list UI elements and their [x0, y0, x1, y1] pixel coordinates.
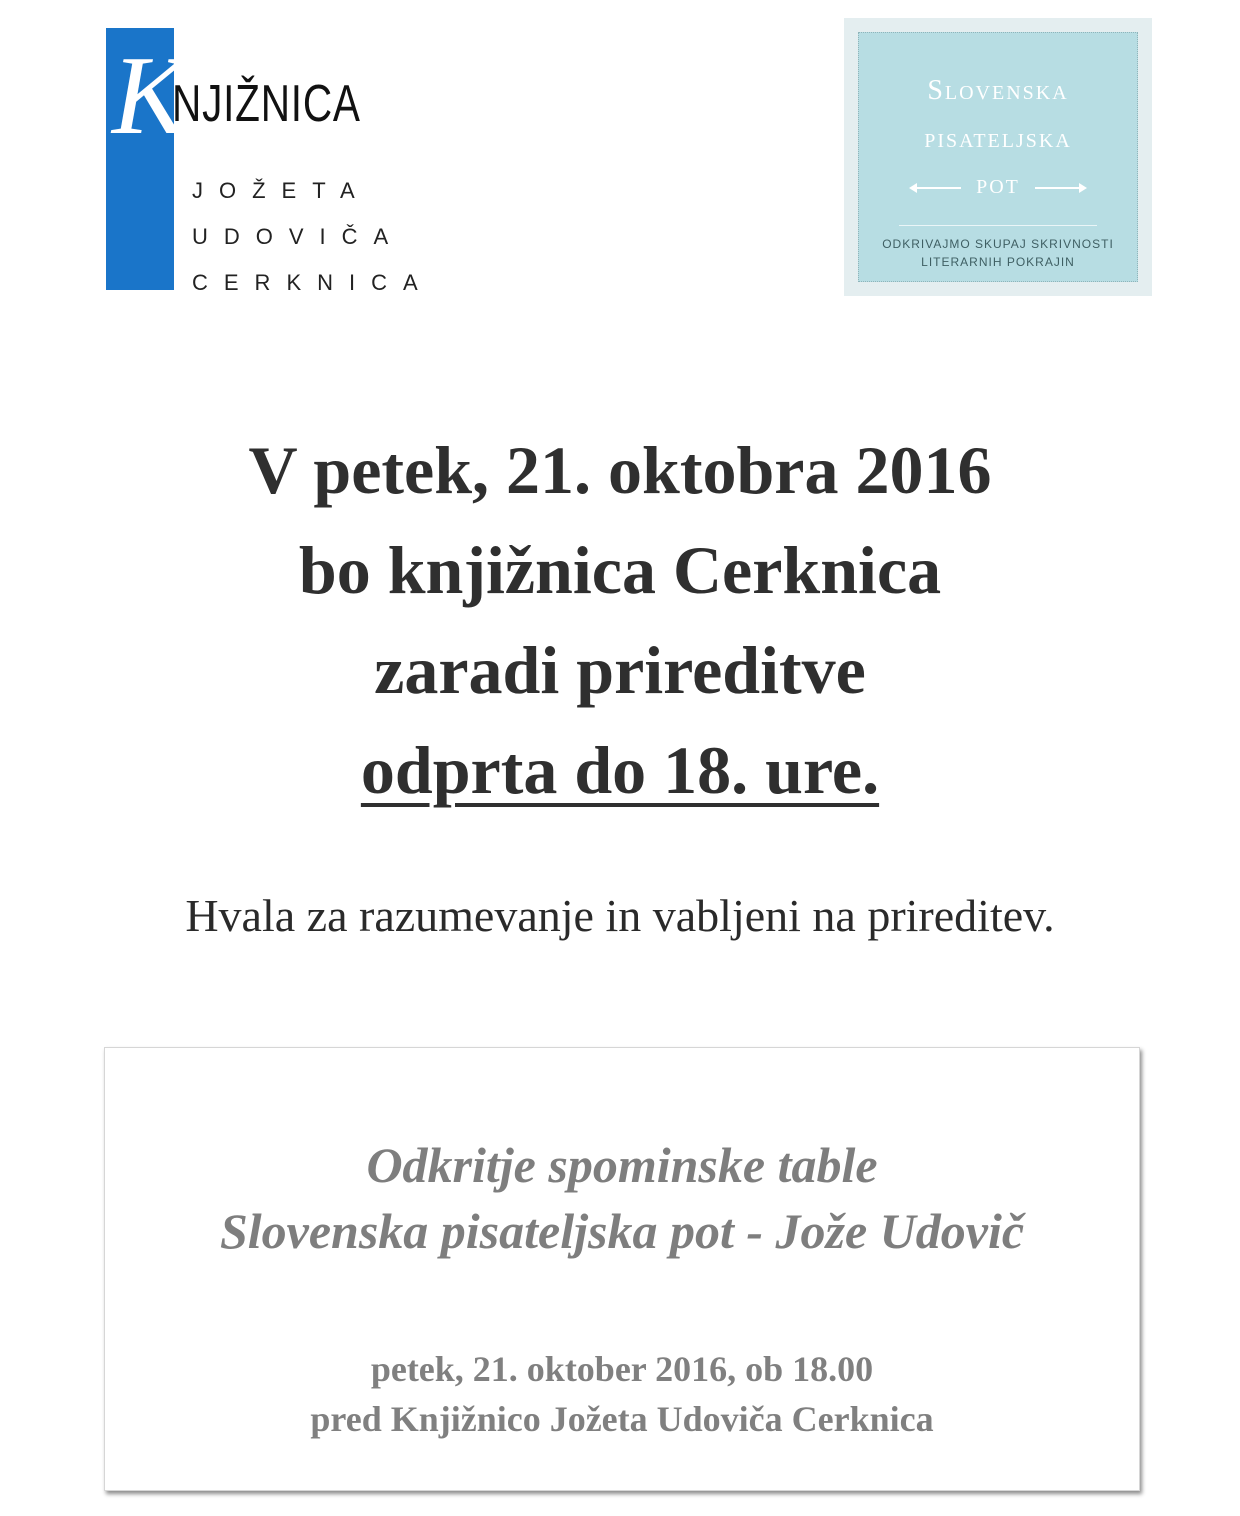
invitation-title-line-2: Slovenska pisateljska pot - Jože Udovič [219, 1203, 1025, 1259]
invitation-card [104, 1047, 1140, 1491]
library-logo [106, 28, 434, 295]
logo-initial: K [112, 34, 187, 158]
writers-path-logo-panel [858, 32, 1138, 282]
logo-line-2: UDOVIČA [192, 224, 405, 249]
logo-line-3: CERKNICA [192, 270, 434, 295]
invitation-title [105, 1132, 1139, 1264]
writers-path-logo [844, 18, 1152, 296]
invitation-location: pred Knjižnico Jožeta Udoviča Cerknica [310, 1399, 934, 1439]
writers-path-line-1: Slovenska [927, 75, 1069, 106]
notice-line-3: zaradi prireditve [374, 632, 866, 708]
notice-line-4: odprta do 18. ure. [360, 732, 880, 808]
thanks-text: Hvala za razumevanje in vabljeni na prireditev. [185, 890, 1055, 941]
invitation-date-time: petek, 21. oktober 2016, ob 18.00 [370, 1349, 874, 1389]
writers-path-divider [899, 225, 1097, 226]
arrow-right-icon [1035, 187, 1081, 189]
notice-line-1: V petek, 21. oktobra 2016 [248, 432, 992, 508]
writers-path-line-3: pot [976, 169, 1020, 200]
invitation-details [105, 1344, 1139, 1444]
notice-line-2: bo knjižnica Cerknica [298, 532, 942, 608]
writers-path-line-2: pisateljska [924, 123, 1072, 154]
invitation-title-line-1: Odkritje spominske table [366, 1137, 878, 1193]
writers-path-tagline-2: LITERARNIH POKRAJIN [921, 255, 1075, 269]
logo-wordmark: NJIŽNICA [172, 75, 361, 133]
logo-line-1: JOŽETA [192, 178, 371, 203]
notice-headline [0, 420, 1240, 820]
writers-path-tagline-1: ODKRIVAJMO SKUPAJ SKRIVNOSTI [882, 237, 1114, 251]
